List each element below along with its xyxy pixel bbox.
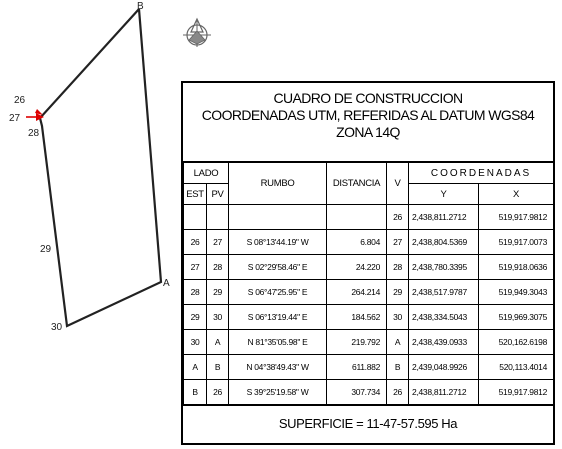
cell-y: 2,438,811.2712 [409, 205, 479, 230]
cell-pv: 28 [207, 255, 229, 280]
cell-distancia: 6.804 [327, 230, 387, 255]
compass-north-icon [183, 19, 211, 47]
vertex-label-30: 30 [51, 322, 63, 333]
cell-est: 29 [184, 305, 207, 330]
cell-y: 2,438,517.9787 [409, 280, 479, 305]
cell-pv: A [207, 330, 229, 355]
cell-v: 29 [387, 280, 409, 305]
cell-distancia: 24.220 [327, 255, 387, 280]
cell-y: 2,438,804.5369 [409, 230, 479, 255]
cell-x: 519,917.9812 [479, 205, 554, 230]
cell-est [184, 205, 207, 230]
cell-rumbo: S 39°25'19.58" W [229, 380, 327, 405]
cell-pv: B [207, 355, 229, 380]
table-row [184, 355, 554, 380]
cell-rumbo: S 06°13'19.44" E [229, 305, 327, 330]
header-pv: PV [207, 184, 229, 205]
table-row [184, 280, 554, 305]
table-row [184, 305, 554, 330]
cell-y: 2,439,048.9926 [409, 355, 479, 380]
header-x: X [479, 184, 554, 205]
cell-est: 28 [184, 280, 207, 305]
cell-pv: 30 [207, 305, 229, 330]
cell-pv: 29 [207, 280, 229, 305]
cell-rumbo: S 06°47'25.95" E [229, 280, 327, 305]
cell-v: 30 [387, 305, 409, 330]
header-y: Y [409, 184, 479, 205]
cell-x: 520,162.6198 [479, 330, 554, 355]
vertex-label-27: 27 [9, 113, 21, 124]
table-title [183, 90, 553, 141]
table-row [184, 230, 554, 255]
cell-est: 30 [184, 330, 207, 355]
cell-distancia: 184.562 [327, 305, 387, 330]
header-coordenadas: COORDENADAS [409, 162, 554, 184]
cell-est: A [184, 355, 207, 380]
cell-x: 520,113.4014 [479, 355, 554, 380]
construction-table [181, 81, 555, 445]
table-row [184, 380, 554, 405]
header-distancia: DISTANCIA [327, 162, 387, 205]
cell-pv: 27 [207, 230, 229, 255]
table-row [184, 205, 554, 230]
title-line-3: ZONA 14Q [336, 124, 400, 140]
cell-pv: 26 [207, 380, 229, 405]
cell-v: B [387, 355, 409, 380]
cell-distancia: 307.734 [327, 380, 387, 405]
cell-v: 28 [387, 255, 409, 280]
cell-x: 519,969.3075 [479, 305, 554, 330]
superficie-total: SUPERFICIE = 11-47-57.595 Ha [183, 404, 553, 446]
table-row [184, 330, 554, 355]
cell-rumbo: S 08°13'44.19" W [229, 230, 327, 255]
vertex-label-28: 28 [28, 128, 40, 139]
parcel-boundary [40, 9, 161, 326]
cell-x: 519,917.0073 [479, 230, 554, 255]
cell-x: 519,917.9812 [479, 380, 554, 405]
cell-rumbo [229, 205, 327, 230]
header-est: EST [184, 184, 207, 205]
vertex-label-29: 29 [40, 244, 52, 255]
cell-est: 26 [184, 230, 207, 255]
cell-x: 519,949.3043 [479, 280, 554, 305]
cell-v: 26 [387, 205, 409, 230]
cell-distancia: 219.792 [327, 330, 387, 355]
title-line-1: CUADRO DE CONSTRUCCION [273, 90, 463, 106]
cell-v: 27 [387, 230, 409, 255]
vertex-label-26: 26 [14, 95, 26, 106]
cell-y: 2,438,439.0933 [409, 330, 479, 355]
cell-rumbo: N 81°35'05.98" E [229, 330, 327, 355]
title-line-2: COORDENADAS UTM, REFERIDAS AL DATUM WGS84 [201, 107, 535, 123]
header-v: V [387, 162, 409, 205]
header-rumbo: RUMBO [229, 162, 327, 205]
cell-distancia [327, 205, 387, 230]
cell-v: A [387, 330, 409, 355]
cell-rumbo: N 04°38'49.43" W [229, 355, 327, 380]
cell-y: 2,438,811.2712 [409, 380, 479, 405]
vertex-label-a: A [163, 278, 170, 289]
header-lado: LADO [184, 162, 229, 184]
vertex-label-b: B [137, 1, 144, 12]
table-row [184, 255, 554, 280]
cell-distancia: 264.214 [327, 280, 387, 305]
cell-est: B [184, 380, 207, 405]
cell-x: 519,918.0636 [479, 255, 554, 280]
cell-y: 2,438,780.3395 [409, 255, 479, 280]
cell-distancia: 611.882 [327, 355, 387, 380]
coordinates-table [183, 161, 554, 405]
cell-y: 2,438,334.5043 [409, 305, 479, 330]
cell-v: 26 [387, 380, 409, 405]
cell-est: 27 [184, 255, 207, 280]
cell-rumbo: S 02°29'58.46" E [229, 255, 327, 280]
cell-pv [207, 205, 229, 230]
